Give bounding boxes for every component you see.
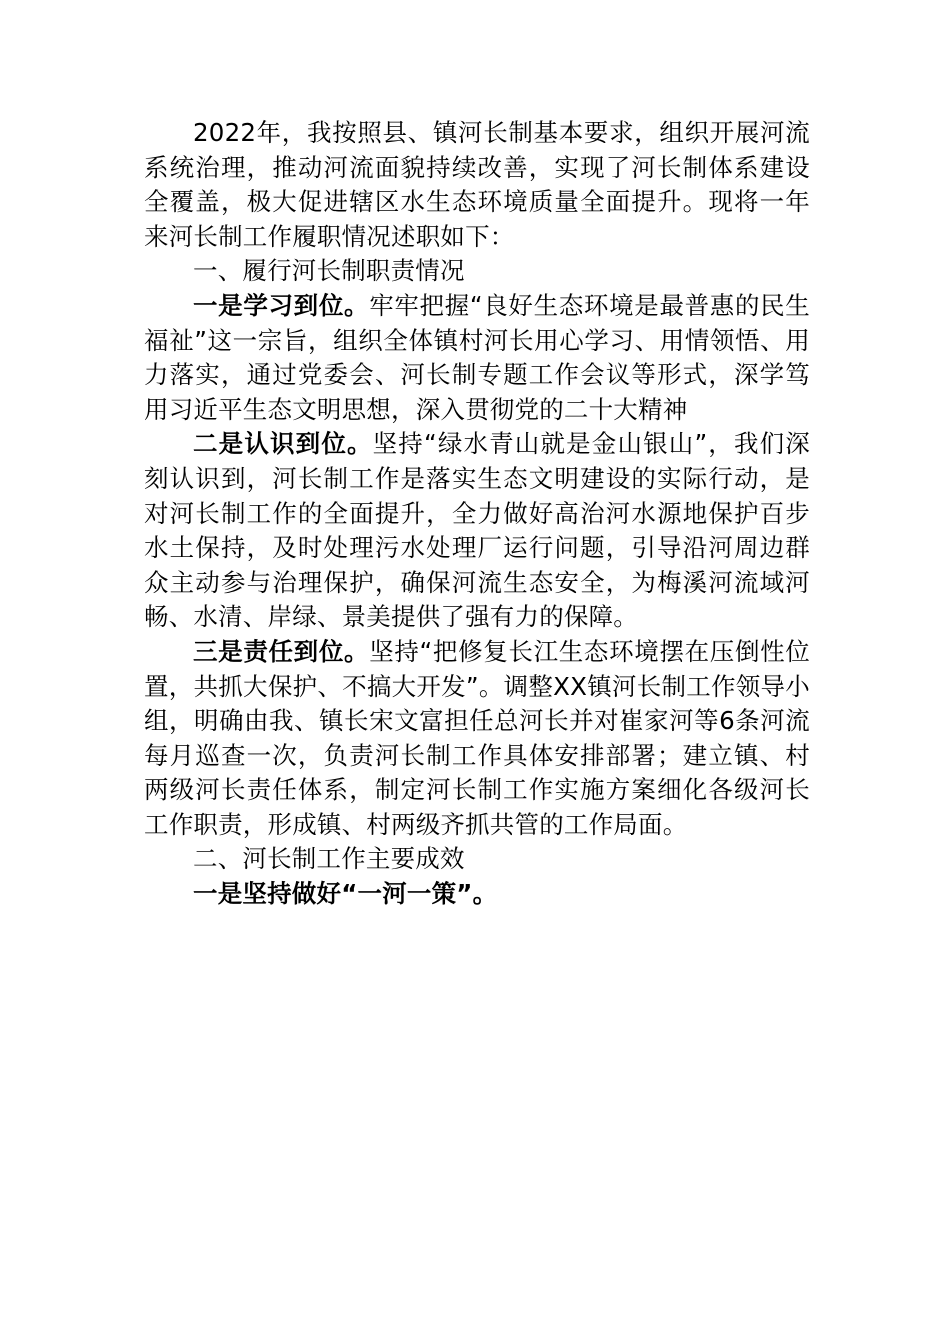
- study-text: 牢牢把握“良好生态环境是最普惠的民生福祉”这一宗旨，组织全体镇村河长用心学习、用情领悟、用力落实，通过党委会、河长制专题工作会议等形式，深学笃用习近平生态文明思想，深入贯彻党的二十大精神: [144, 290, 810, 424]
- section-heading-2-text: 二、河长制工作主要成效: [193, 844, 465, 874]
- responsibility-lead: 三是责任到位。: [193, 636, 370, 666]
- section-heading-2: [144, 842, 810, 877]
- awareness-text: 坚持“绿水青山就是金山银山”，我们深刻认识到，河长制工作是落实生态文明建设的实际行动，是对河长制工作的全面提升，全力做好高治河水源地保护百步水土保持，及时处理污水处理厂运行问题，引导沿河周边群众主动参与治理保护，确保河流生态安全，为梅溪河流域河畅、水清、岸绿、景美提供了强有力的保障。: [144, 429, 810, 632]
- section-heading-1-text: 一、履行河长制职责情况: [193, 256, 465, 286]
- intro-text: 2022年，我按照县、镇河长制基本要求，组织开展河流系统治理，推动河流面貌持续改善，实现了河长制体系建设全覆盖，极大促进辖区水生态环境质量全面提升。现将一年来河长制工作履职情况述职如下：: [144, 118, 810, 251]
- policy-lead: 一是坚持做好“一河一策”。: [193, 879, 498, 909]
- section-heading-1: [144, 254, 810, 289]
- study-paragraph: [144, 289, 810, 427]
- study-lead: 一是学习到位。: [193, 290, 370, 320]
- intro-paragraph: [144, 116, 810, 254]
- responsibility-text: 坚持“把修复长江生态环境摆在压倒性位置，共抓大保护、不搞大开发”。调整XX镇河长制工作领导小组，明确由我、镇长宋文富担任总河长并对崔家河等6条河流每月巡查一次，负责河长制工作具体安排部署；建立镇、村两级河长责任体系，制定河长制工作实施方案细化各级河长工作职责，形成镇、村两级齐抓共管的工作局面。: [144, 636, 810, 839]
- policy-paragraph: [144, 877, 810, 912]
- responsibility-paragraph: [144, 635, 810, 843]
- awareness-paragraph: [144, 427, 810, 635]
- awareness-lead: 二是认识到位。: [193, 429, 373, 459]
- document-body: [144, 116, 810, 912]
